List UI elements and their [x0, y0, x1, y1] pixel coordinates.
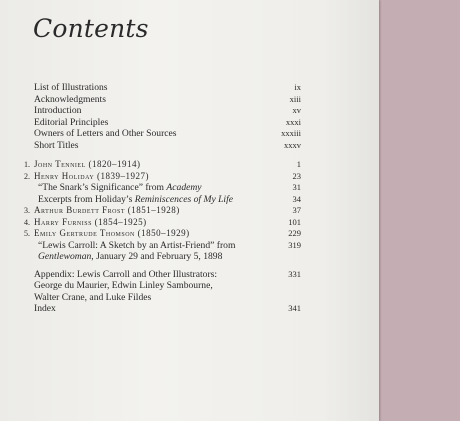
chapter-list: [24, 159, 301, 263]
subsection-continuation: [24, 251, 301, 263]
chapter-title: Harry Furniss (1854–1925): [34, 216, 147, 227]
chapter-entry: [24, 228, 301, 240]
chapter-number: 5.: [24, 229, 30, 238]
toc-entry-title: Acknowledgments: [34, 93, 106, 105]
chapter-page: 23: [292, 170, 301, 181]
chapter-number: 1.: [24, 160, 30, 169]
subsection-page: 34: [292, 193, 301, 204]
chapter-title: Henry Holiday (1839–1927): [34, 170, 149, 181]
chapter-title: Arthur Burdett Frost (1851–1928): [34, 205, 180, 215]
appendix-page: 331: [288, 268, 301, 279]
toc-entry-title: Introduction: [34, 105, 82, 116]
toc-entry-page: ix: [294, 82, 301, 92]
toc-entry-title: Owners of Letters and Other Sources: [34, 128, 177, 139]
chapter-number: 4.: [24, 217, 30, 227]
toc-entry-page: xxxiii: [281, 128, 301, 138]
back-matter-list: [24, 269, 301, 315]
appendix-continuation: [34, 292, 301, 304]
toc-entry-page: xiii: [289, 93, 301, 104]
chapter-page: 37: [292, 205, 301, 215]
toc-entry-title: List of Illustrations: [34, 82, 108, 93]
chapter-page: 101: [288, 216, 301, 227]
toc-entry-page: xxxv: [284, 139, 301, 150]
index-page: 341: [288, 303, 301, 313]
appendix-continuation: [34, 280, 301, 292]
toc-entry-page: xxxi: [285, 116, 301, 127]
chapter-page: 1: [296, 159, 301, 169]
chapter-entry: [24, 217, 301, 229]
subsection-entry: [24, 240, 301, 252]
chapter-title: John Tenniel (1820–1914): [34, 159, 141, 169]
chapter-number: 2.: [24, 171, 30, 181]
toc-entry: [34, 117, 301, 129]
chapter-entry: [24, 171, 301, 183]
appendix-entry: [34, 269, 301, 281]
toc-entry: [34, 82, 301, 94]
appendix-title-continued: George du Maurier, Edwin Linley Sambourne,: [34, 280, 213, 291]
toc-entry: [34, 94, 301, 106]
chapter-page: 229: [288, 228, 301, 238]
table-of-contents: [24, 82, 301, 315]
appendix-title: Appendix: Lewis Carroll and Other Illustrators:: [34, 268, 218, 280]
chapter-number: 3.: [24, 206, 30, 215]
subsection-page: 319: [288, 239, 301, 250]
index-title: Index: [34, 303, 56, 314]
subsection-entry: [24, 182, 301, 194]
subsection-title: Excerpts from Holiday’s Reminiscences of My Life: [38, 193, 234, 205]
front-matter-list: [24, 82, 301, 151]
toc-entry: [34, 140, 301, 152]
chapter-entry: [24, 205, 301, 217]
toc-entry-page: xv: [292, 105, 301, 115]
toc-entry-title: Editorial Principles: [34, 116, 109, 128]
subsection-title: “Lewis Carroll: A Sketch by an Artist-Friend” from: [38, 239, 236, 251]
appendix-title-continued: Walter Crane, and Luke Fildes: [34, 291, 152, 303]
subsection-page: 31: [292, 182, 301, 192]
subsection-title-continued: Gentlewoman, January 29 and February 5, 1898: [38, 251, 223, 262]
toc-entry-title: Short Titles: [34, 139, 79, 151]
toc-entry: [34, 105, 301, 117]
subsection-title: “The Snark’s Significance” from Academy: [38, 182, 202, 193]
chapter-title: Emily Gertrude Thomson (1850–1929): [34, 228, 190, 238]
subsection-entry: [24, 194, 301, 206]
chapter-entry: [24, 159, 301, 171]
page-title: Contents: [33, 14, 149, 43]
index-entry: [34, 303, 301, 315]
toc-entry: [34, 128, 301, 140]
